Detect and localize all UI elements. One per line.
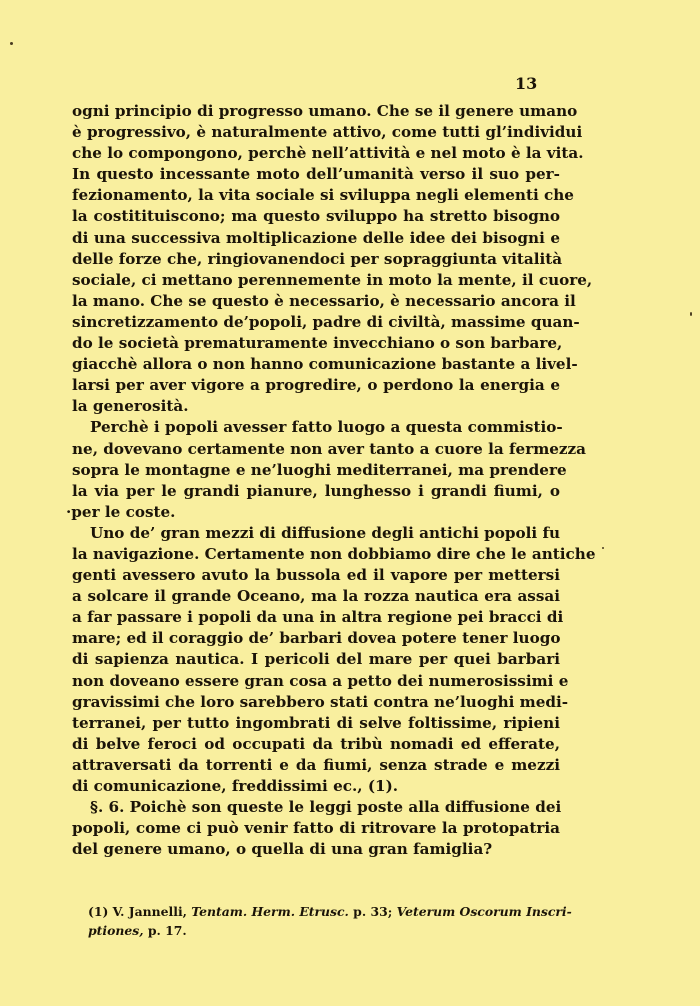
text-line: In questo incessante moto dell’umanità verso il suo per- [72, 165, 560, 184]
text-line: la generosità. [72, 397, 189, 416]
text-line: attraversati da torrenti e da fiumi, senza strade e mezzi [72, 755, 560, 774]
text-line: la navigazione. Certamente non dobbiamo dire che le antiche [72, 544, 596, 563]
text-line: di una successiva moltiplicazione delle idee dei bisogni e [72, 228, 560, 247]
text-line: fezionamento, la vita sociale si sviluppa negli elementi che [72, 186, 574, 205]
text-line: do le società prematuramente invecchiano o son barbare, [72, 334, 563, 353]
text-line: popoli, come ci può venir fatto di ritrovare la protopatria [72, 819, 560, 838]
text-line: §. 6. Poichè son queste le leggi poste alla diffusione dei [90, 798, 562, 817]
print-speck [602, 547, 604, 549]
print-speck [10, 42, 13, 45]
footnote [88, 902, 572, 940]
text-line: gravissimi che loro sarebbero stati contra ne’luoghi medi- [72, 692, 569, 711]
text-line: ne, dovevano certamente non aver tanto a cuore la fermezza [72, 439, 587, 458]
text-line: a solcare il grande Oceano, ma la rozza nautica era assai [72, 587, 560, 606]
text-line: terranei, per tutto ingombrati di selve foltissime, ripieni [72, 713, 560, 732]
text-line: la via per le grandi pianure, lunghesso i grandi fiumi, o [72, 481, 560, 500]
text-line: di sapienza nautica. I pericoli del mare per quei barbari [72, 650, 560, 669]
text-line: è progressivo, è naturalmente attivo, come tutti gl’individui [72, 123, 583, 142]
text-line: non doveano essere gran cosa a petto dei numerosissimi e [72, 671, 569, 690]
text-line: Uno de’ gran mezzi di diffusione degli antichi popoli fu [90, 523, 561, 542]
text-line: giacchè allora o non hanno comunicazione bastante a livel- [72, 355, 578, 374]
text-line: del genere umano, o quella di una gran famiglia? [72, 840, 493, 859]
footnote-line [88, 902, 572, 921]
text-line: genti avessero avuto la bussola ed il vapore per mettersi [72, 566, 560, 585]
footnote-part: (1) V. Jannelli, [88, 904, 192, 919]
text-line: delle forze che, ringiovanendoci per sopraggiunta vitalità [72, 249, 563, 268]
text-line: sopra le montagne e ne’luoghi mediterranei, ma prendere [72, 460, 567, 479]
footnote-part: p. 17. [143, 923, 187, 938]
footnote-line [88, 921, 560, 940]
print-speck [690, 312, 692, 316]
text-line: Perchè i popoli avesser fatto luogo a questa commistio- [90, 418, 563, 437]
page-number: 13 [515, 74, 538, 93]
text-line: ·per le coste. [66, 502, 176, 521]
footnote-part: ptiones, [88, 923, 144, 938]
text-line: mare; ed il coraggio de’ barbari dovea potere tener luogo [72, 629, 561, 648]
text-line: che lo compongono, perchè nell’attività e nel moto è la vita. [72, 144, 584, 163]
footnote-part: Tentam. Herm. Etrusc. [191, 904, 349, 919]
text-line: di comunicazione, freddissimi ec., (1). [72, 777, 399, 795]
text-line: ogni principio di progresso umano. Che se il genere umano [72, 102, 578, 120]
footnote-part: p. 33; [348, 904, 397, 919]
text-line: larsi per aver vigore a progredire, o perdono la energia e [72, 376, 560, 395]
text-line: la mano. Che se questo è necessario, è necessario ancora il [72, 291, 576, 310]
text-line: la costitituiscono; ma questo sviluppo ha stretto bisogno [72, 207, 560, 226]
text-line: a far passare i popoli da una in altra regione pei bracci di [72, 608, 564, 627]
text-line: sincretizzamento de’popoli, padre di civiltà, massime quan- [72, 312, 580, 331]
text-line: di belve feroci od occupati da tribù nomadi ed efferate, [72, 734, 560, 753]
footnote-part: Veterum Oscorum Inscri- [396, 904, 572, 919]
body-text [66, 101, 596, 860]
text-line: sociale, ci mettano perennemente in moto la mente, il cuore, [72, 270, 593, 289]
